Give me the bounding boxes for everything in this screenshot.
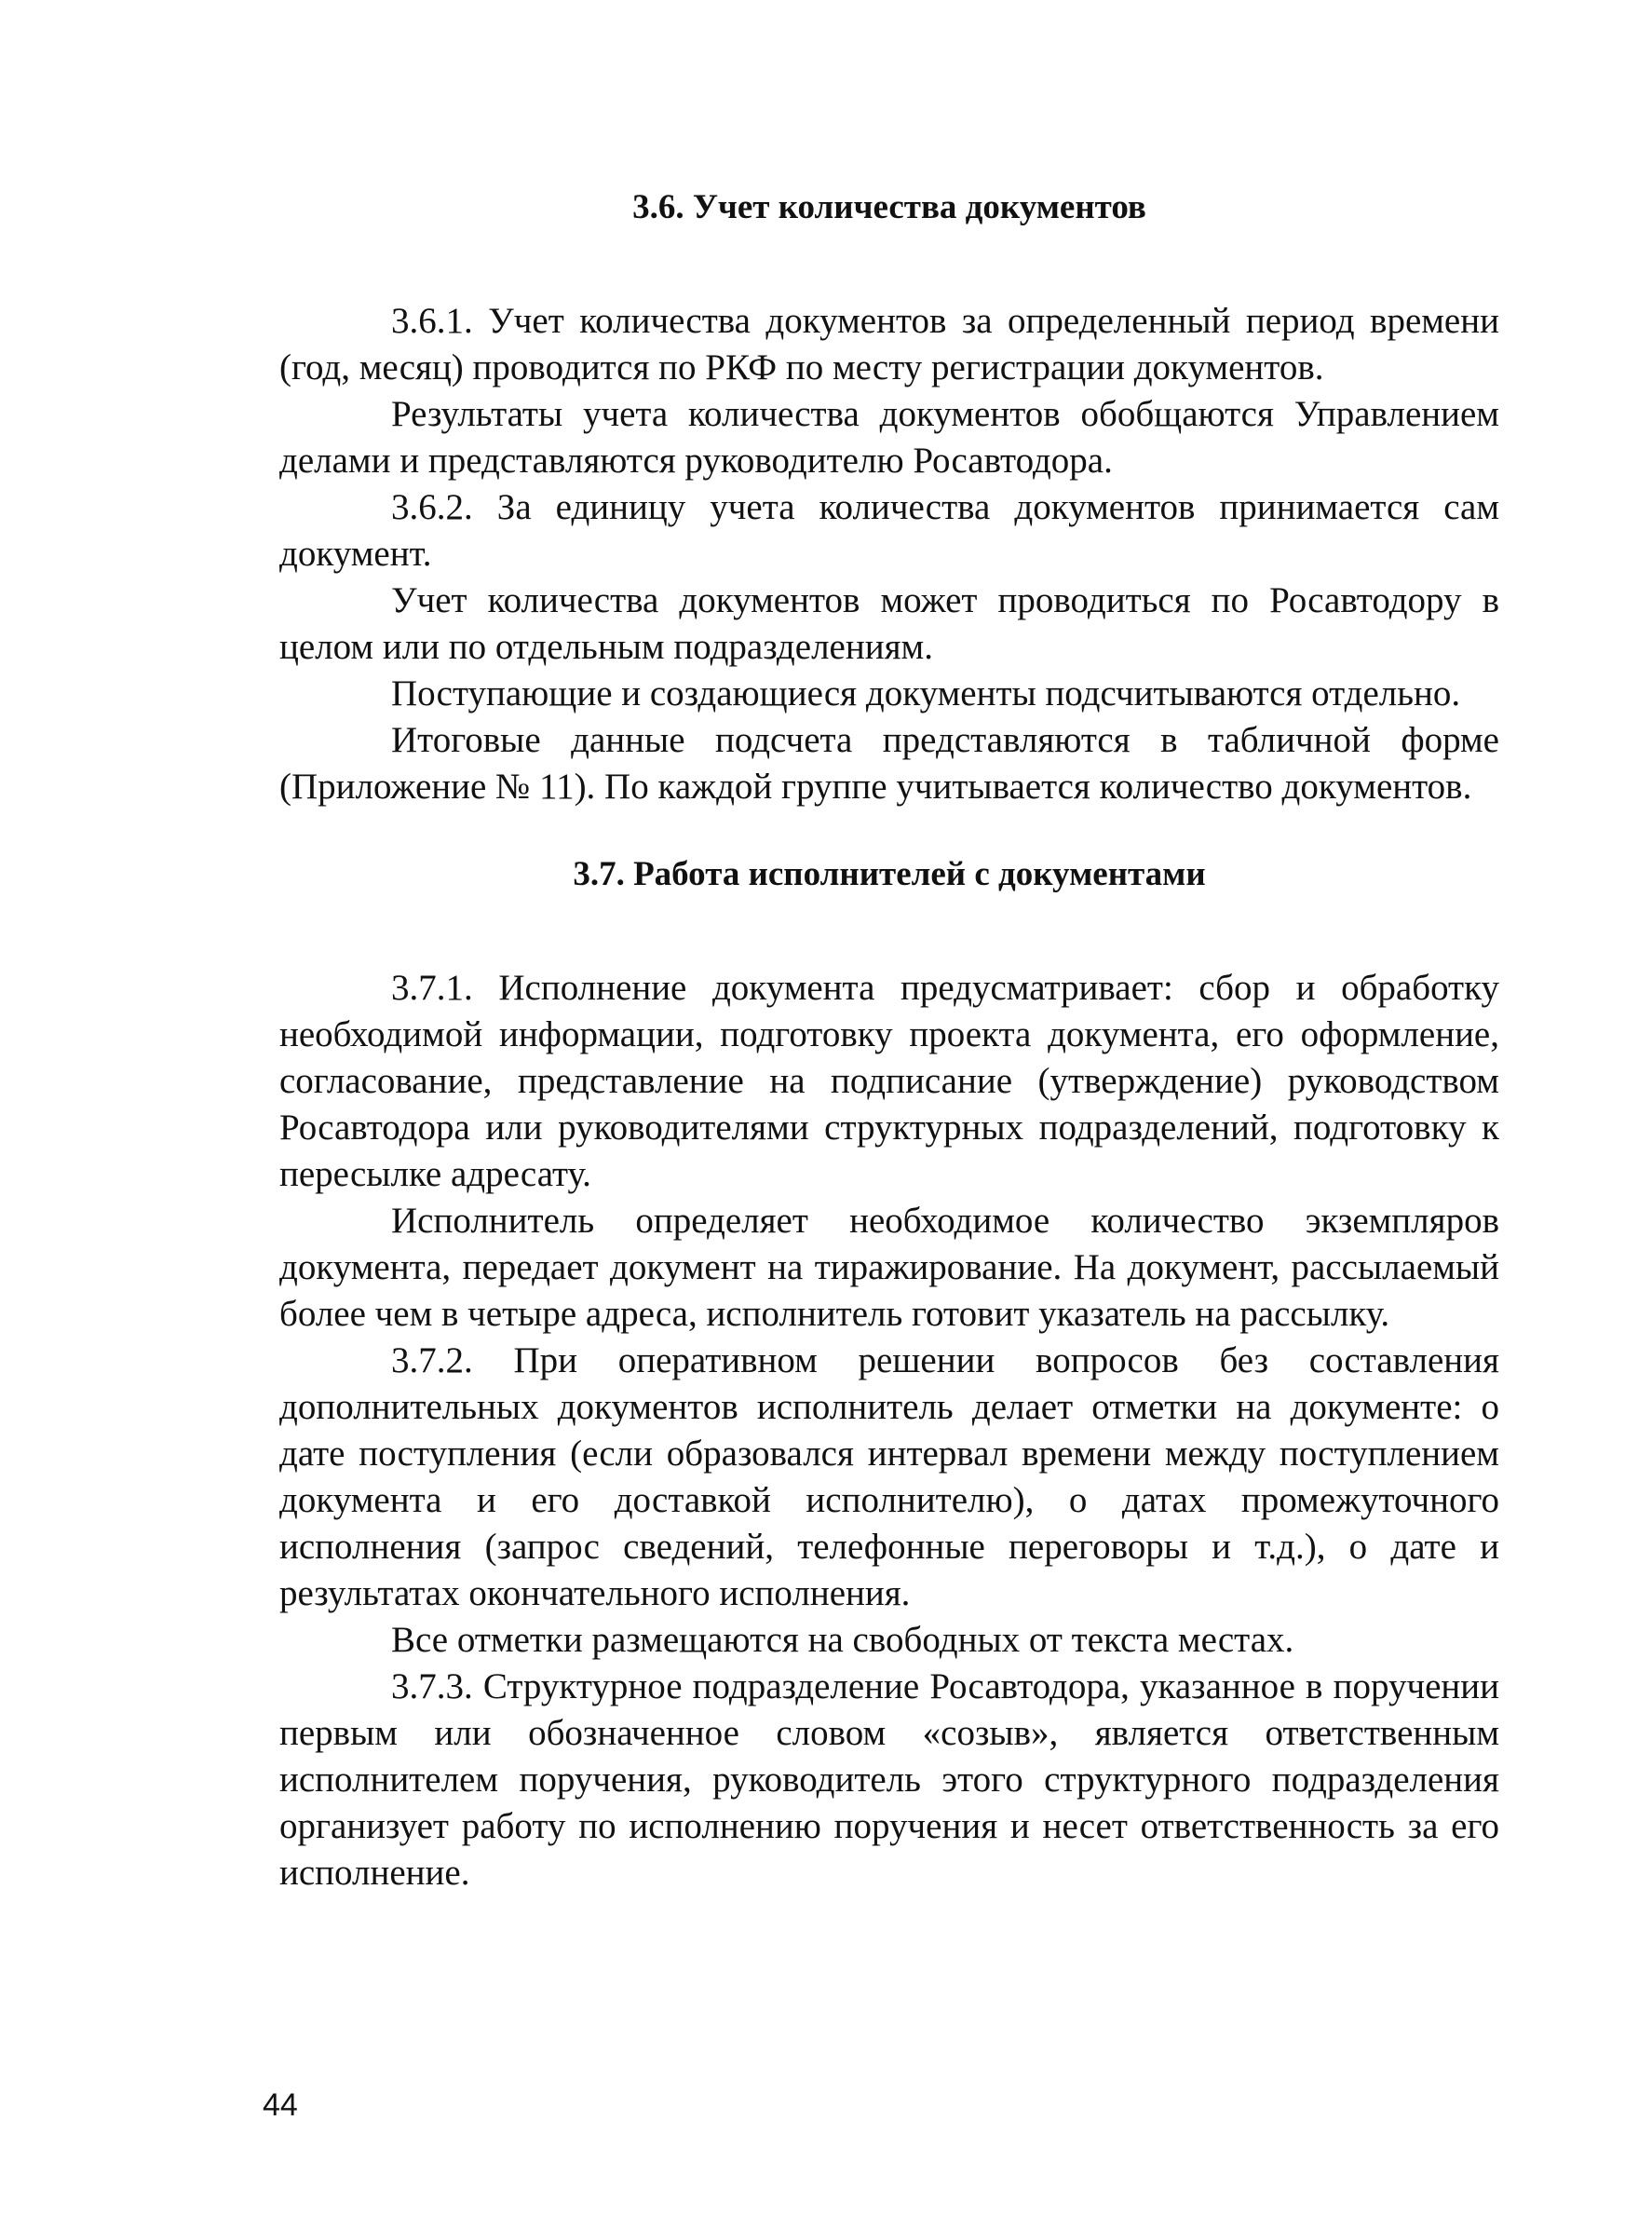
document-page — [279, 168, 1499, 1896]
paragraph: 3.7.1. Исполнение документа предусматривает: сбор и обработку необходимой информации, подготовку проекта документа, его оформление, согласование, представление на подписание (утверждение) руководством Росавтодора или руководителями структурных подразделений, подготовку к пересылке адресату. — [279, 968, 1499, 1194]
paragraph: Все отметки размещаются на свободных от текста местах. — [391, 1620, 1294, 1660]
paragraph: Итоговые данные подсчета представляются в табличной форме (Приложение № 11). По каждой группе учитывается количество документов. — [279, 720, 1499, 807]
section-heading-3-6: 3.6. Учет количества документов — [632, 188, 1146, 226]
paragraph: 3.6.1. Учет количества документов за определенный период времени (год, месяц) проводится по РКФ по месту регистрации документов. — [279, 301, 1499, 387]
page-number: 44 — [263, 2087, 298, 2123]
paragraph: Учет количества документов может проводиться по Росавтодору в целом или по отдельным подразделениям. — [279, 580, 1499, 667]
paragraph: Исполнитель определяет необходимое количество экземпляров документа, передает документ на тиражирование. На документ, рассылаемый более чем в четыре адреса, исполнитель готовит указатель на рассылку. — [279, 1201, 1499, 1334]
paragraph: 3.6.2. За единицу учета количества документов принимается сам документ. — [279, 487, 1499, 574]
paragraph: Поступающие и создающиеся документы подсчитываются отдельно. — [391, 673, 1461, 714]
paragraph: 3.7.2. При оперативном решении вопросов без составления дополнительных документов исполнитель делает отметки на документе: о дате поступления (если образовался интервал времени между поступлением документа и его доставкой исполнителю), о датах промежуточного исполнения (запрос сведений, телефонные переговоры и т.д.), о дате и результатах окончательного исполнения. — [279, 1340, 1499, 1613]
paragraph: 3.7.3. Структурное подразделение Росавтодора, указанное в поручении первым или обозначенное словом «созыв», является ответственным исполнителем поручения, руководитель этого структурного подразделения организует работу по исполнению поручения и несет ответственность за его исполнение. — [279, 1666, 1499, 1893]
paragraph: Результаты учета количества документов обобщаются Управлением делами и представляются руководителю Росавтодора. — [279, 394, 1499, 481]
section-heading-3-7: 3.7. Работа исполнителей с документами — [573, 855, 1206, 893]
